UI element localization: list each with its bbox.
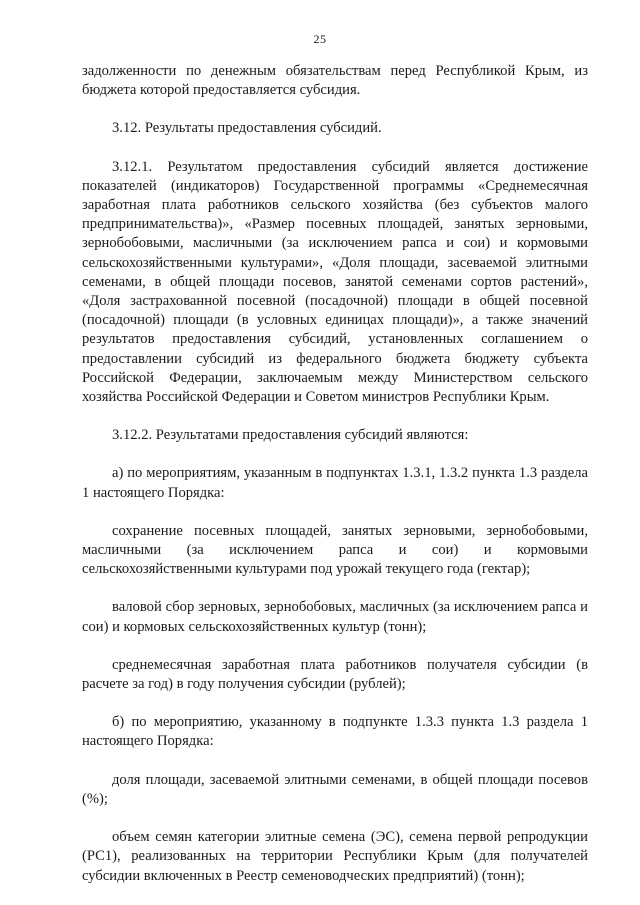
paragraph-average-salary: среднемесячная заработная плата работников получателя субсидии (в расчете за год) в году получения субсидии (рублей); <box>82 656 588 693</box>
paragraph-continuation: задолженности по денежным обязательствам перед Республикой Крым, из бюджета которой предоставляется субсидия. <box>82 63 588 99</box>
paragraph-seed-volume: объем семян категории элитные семена (ЭС), семена первой репродукции (РС1), реализованных на территории Республики Крым (для получателей субсидии включенных в Реестр семеноводческих предприятий) (тонн); <box>82 829 588 884</box>
paragraph-3-12-1: 3.12.1. Результатом предоставления субсидий является достижение показателей (индикаторов) Государственной программы «Среднемесячная заработная плата работников сельского хозяйства (без субъектов малого предпринимательства)», «Размер посевных площадей, занятых зерновыми, зернобобовыми, масличными (за исключением рапса и сои) и кормовыми сельскохозяйственными культурами», «Доля площади, засеваемой элитными семенами, в общей площади посевов, занятой семенами сортов растений», «Доля застрахованной посевной (посадочной) площади в общей посевной (посадочной) площади (в условных единицах площади)», а также значений результатов предоставления субсидий, установленных соглашением о предоставлении субсидий из федерального бюджета бюджету субъекта Российской Федерации, заключаемым между Министерством сельского хозяйства Российской Федерации и Советом министров Республики Крым. <box>82 158 588 406</box>
paragraph-sown-area: сохранение посевных площадей, занятых зерновыми, зернобобовыми, масличными (за исключением рапса и сои) и кормовыми сельскохозяйственными культурами под урожай текущего года (гектар); <box>82 522 588 578</box>
paragraph-3-12-2: 3.12.2. Результатами предоставления субсидий являются: <box>112 427 469 444</box>
paragraph-item-a: а) по мероприятиям, указанным в подпунктах 1.3.1, 1.3.2 пункта 1.3 раздела 1 настоящего Порядка: <box>82 465 588 501</box>
paragraph-item-b: б) по мероприятию, указанному в подпункте 1.3.3 пункта 1.3 раздела 1 настоящего Порядка: <box>82 714 588 750</box>
paragraph-elite-seeds-share: доля площади, засеваемой элитными семенами, в общей площади посевов (%); <box>82 771 588 807</box>
document-body <box>82 62 588 905</box>
page-number: 25 <box>313 32 327 46</box>
section-heading-3-12: 3.12. Результаты предоставления субсидий. <box>112 120 382 137</box>
paragraph-gross-harvest: валовой сбор зерновых, зернобобовых, масличных (за исключением рапса и сои) и кормовых сельскохозяйственных культур (тонн); <box>82 599 588 635</box>
